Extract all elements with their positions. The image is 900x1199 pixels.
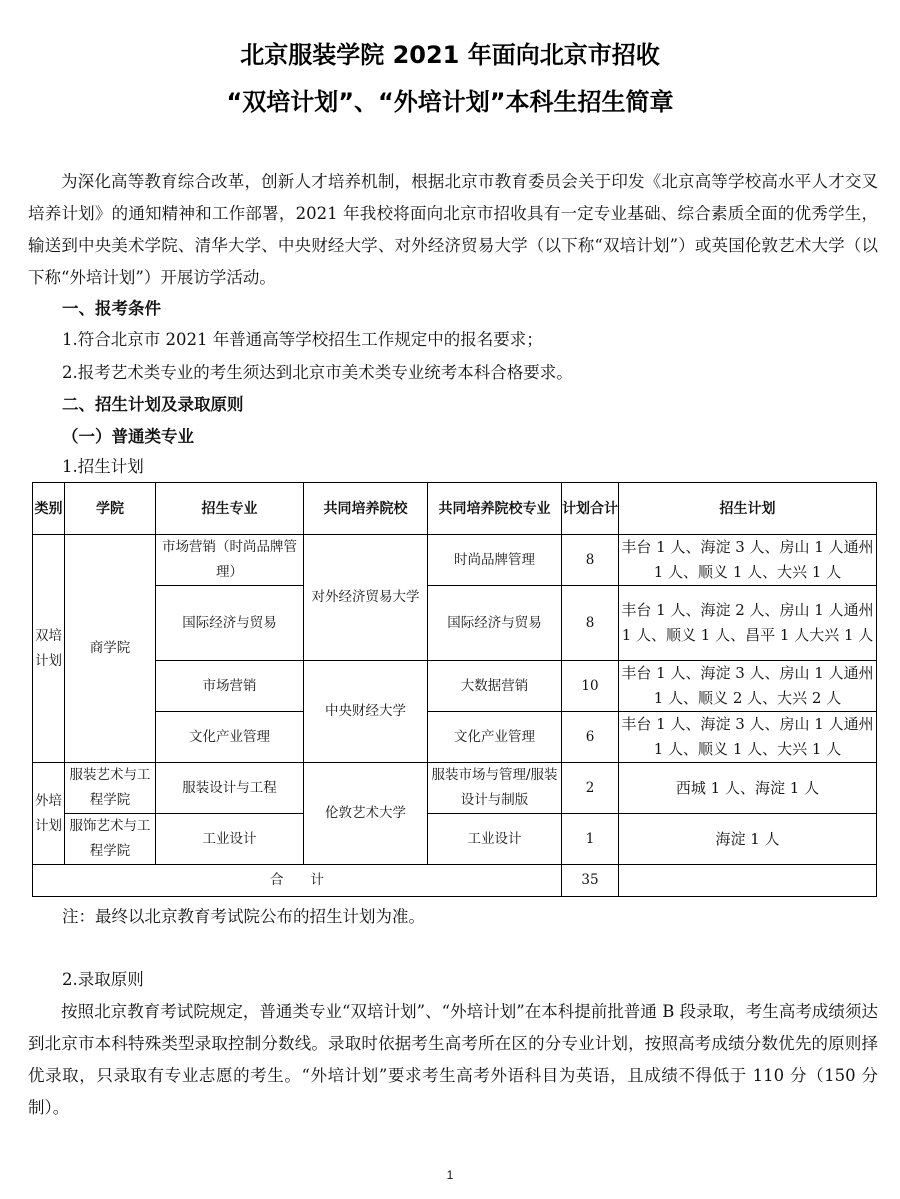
header-category: 类别 <box>33 483 65 535</box>
college-cell: 商学院 <box>65 535 156 763</box>
total-cell: 6 <box>562 712 619 763</box>
partner-major-cell: 文化产业管理 <box>428 712 562 763</box>
major-cell: 工业设计 <box>156 814 304 865</box>
sum-empty <box>619 865 877 897</box>
total-cell: 2 <box>562 763 619 814</box>
college-cell: 服饰艺术与工程学院 <box>65 814 156 865</box>
table-sum-row <box>33 865 877 897</box>
plan-cell: 丰台 1 人、海淀 2 人、房山 1 人通州 1 人、顺义 1 人、昌平 1 人大兴 1 人 <box>619 586 877 661</box>
total-cell: 8 <box>562 586 619 661</box>
partner-cell: 对外经济贸易大学 <box>304 535 428 661</box>
partner-major-cell: 国际经济与贸易 <box>428 586 562 661</box>
table-row <box>33 763 877 814</box>
condition-item-2: 2.报考艺术类专业的考生须达到北京市美术类专业统考本科合格要求。 <box>62 363 573 382</box>
header-plan: 招生计划 <box>619 483 877 535</box>
header-partner: 共同培养院校 <box>304 483 428 535</box>
section1-heading: 一、报考条件 <box>62 299 161 318</box>
major-cell: 市场营销 <box>156 661 304 712</box>
section2-heading: 二、招生计划及录取原则 <box>62 395 244 414</box>
plan-cell: 丰台 1 人、海淀 3 人、房山 1 人通州 1 人、顺义 1 人、大兴 1 人 <box>619 712 877 763</box>
section2-subheading: （一）普通类专业 <box>62 427 194 446</box>
enrollment-plan-table <box>32 482 877 897</box>
title-line-1: 北京服装学院 2021 年面向北京市招收 <box>240 41 660 69</box>
table-row <box>33 661 877 712</box>
plan-cell: 丰台 1 人、海淀 3 人、房山 1 人通州 1 人、顺义 2 人、大兴 2 人 <box>619 661 877 712</box>
table-header-row <box>33 483 877 535</box>
admission-paragraph: 按照北京教育考试院规定，普通类专业“双培计划”、“外培计划”在本科提前批普通 B 段录取，考生高考成绩须达到北京市本科特殊类型录取控制分数线。录取时依据考生高考所在区的分专业计划，按照高考成绩分数优先的原则择优录取，只录取有专业志愿的考生。“外培计划”要求考生高考外语科目为英语，且成绩不得低于 110 分（150 分制）。 <box>28 1002 878 1117</box>
partner-cell: 伦敦艺术大学 <box>304 763 428 865</box>
major-cell: 服装设计与工程 <box>156 763 304 814</box>
header-college: 学院 <box>65 483 156 535</box>
total-cell: 10 <box>562 661 619 712</box>
category-cell: 双培计划 <box>33 535 65 763</box>
plan-cell: 丰台 1 人、海淀 3 人、房山 1 人通州 1 人、顺义 1 人、大兴 1 人 <box>619 535 877 586</box>
partner-major-cell: 时尚品牌管理 <box>428 535 562 586</box>
plan-cell: 西城 1 人、海淀 1 人 <box>619 763 877 814</box>
plan-cell: 海淀 1 人 <box>619 814 877 865</box>
sum-value: 35 <box>562 865 619 897</box>
title-line-2: “双培计划”、“外培计划”本科生招生简章 <box>226 88 674 116</box>
table-row <box>33 712 877 763</box>
partner-cell: 中央财经大学 <box>304 661 428 763</box>
header-major: 招生专业 <box>156 483 304 535</box>
plan-label: 1.招生计划 <box>62 457 144 476</box>
intro-paragraph: 为深化高等教育综合改革，创新人才培养机制，根据北京市教育委员会关于印发《北京高等学校高水平人才交叉培养计划》的通知精神和工作部署，2021 年我校将面向北京市招收具有一定专业基础、综合素质全面的优秀学生，输送到中央美术学院、清华大学、中央财经大学、对外经济贸易大学（以下称“双培计划”）或英国伦敦艺术大学（以下称“外培计划”）开展访学活动。 <box>28 172 878 287</box>
college-cell: 服装艺术与工程学院 <box>65 763 156 814</box>
table-row <box>33 814 877 865</box>
major-cell: 市场营销（时尚品牌管理） <box>156 535 304 586</box>
table-row <box>33 586 877 661</box>
table-note: 注：最终以北京教育考试院公布的招生计划为准。 <box>62 907 425 926</box>
sum-label: 合 计 <box>33 865 562 897</box>
total-cell: 8 <box>562 535 619 586</box>
major-cell: 国际经济与贸易 <box>156 586 304 661</box>
header-partner-major: 共同培养院校专业 <box>428 483 562 535</box>
partner-major-cell: 服装市场与管理/服装设计与制版 <box>428 763 562 814</box>
major-cell: 文化产业管理 <box>156 712 304 763</box>
partner-major-cell: 大数据营销 <box>428 661 562 712</box>
partner-major-cell: 工业设计 <box>428 814 562 865</box>
page-number: 1 <box>446 1168 454 1182</box>
total-cell: 1 <box>562 814 619 865</box>
condition-item-1: 1.符合北京市 2021 年普通高等学校招生工作规定中的报名要求； <box>62 330 543 349</box>
header-total: 计划合计 <box>562 483 619 535</box>
table-row <box>33 535 877 586</box>
admission-heading: 2.录取原则 <box>62 970 144 989</box>
category-cell: 外培计划 <box>33 763 65 865</box>
